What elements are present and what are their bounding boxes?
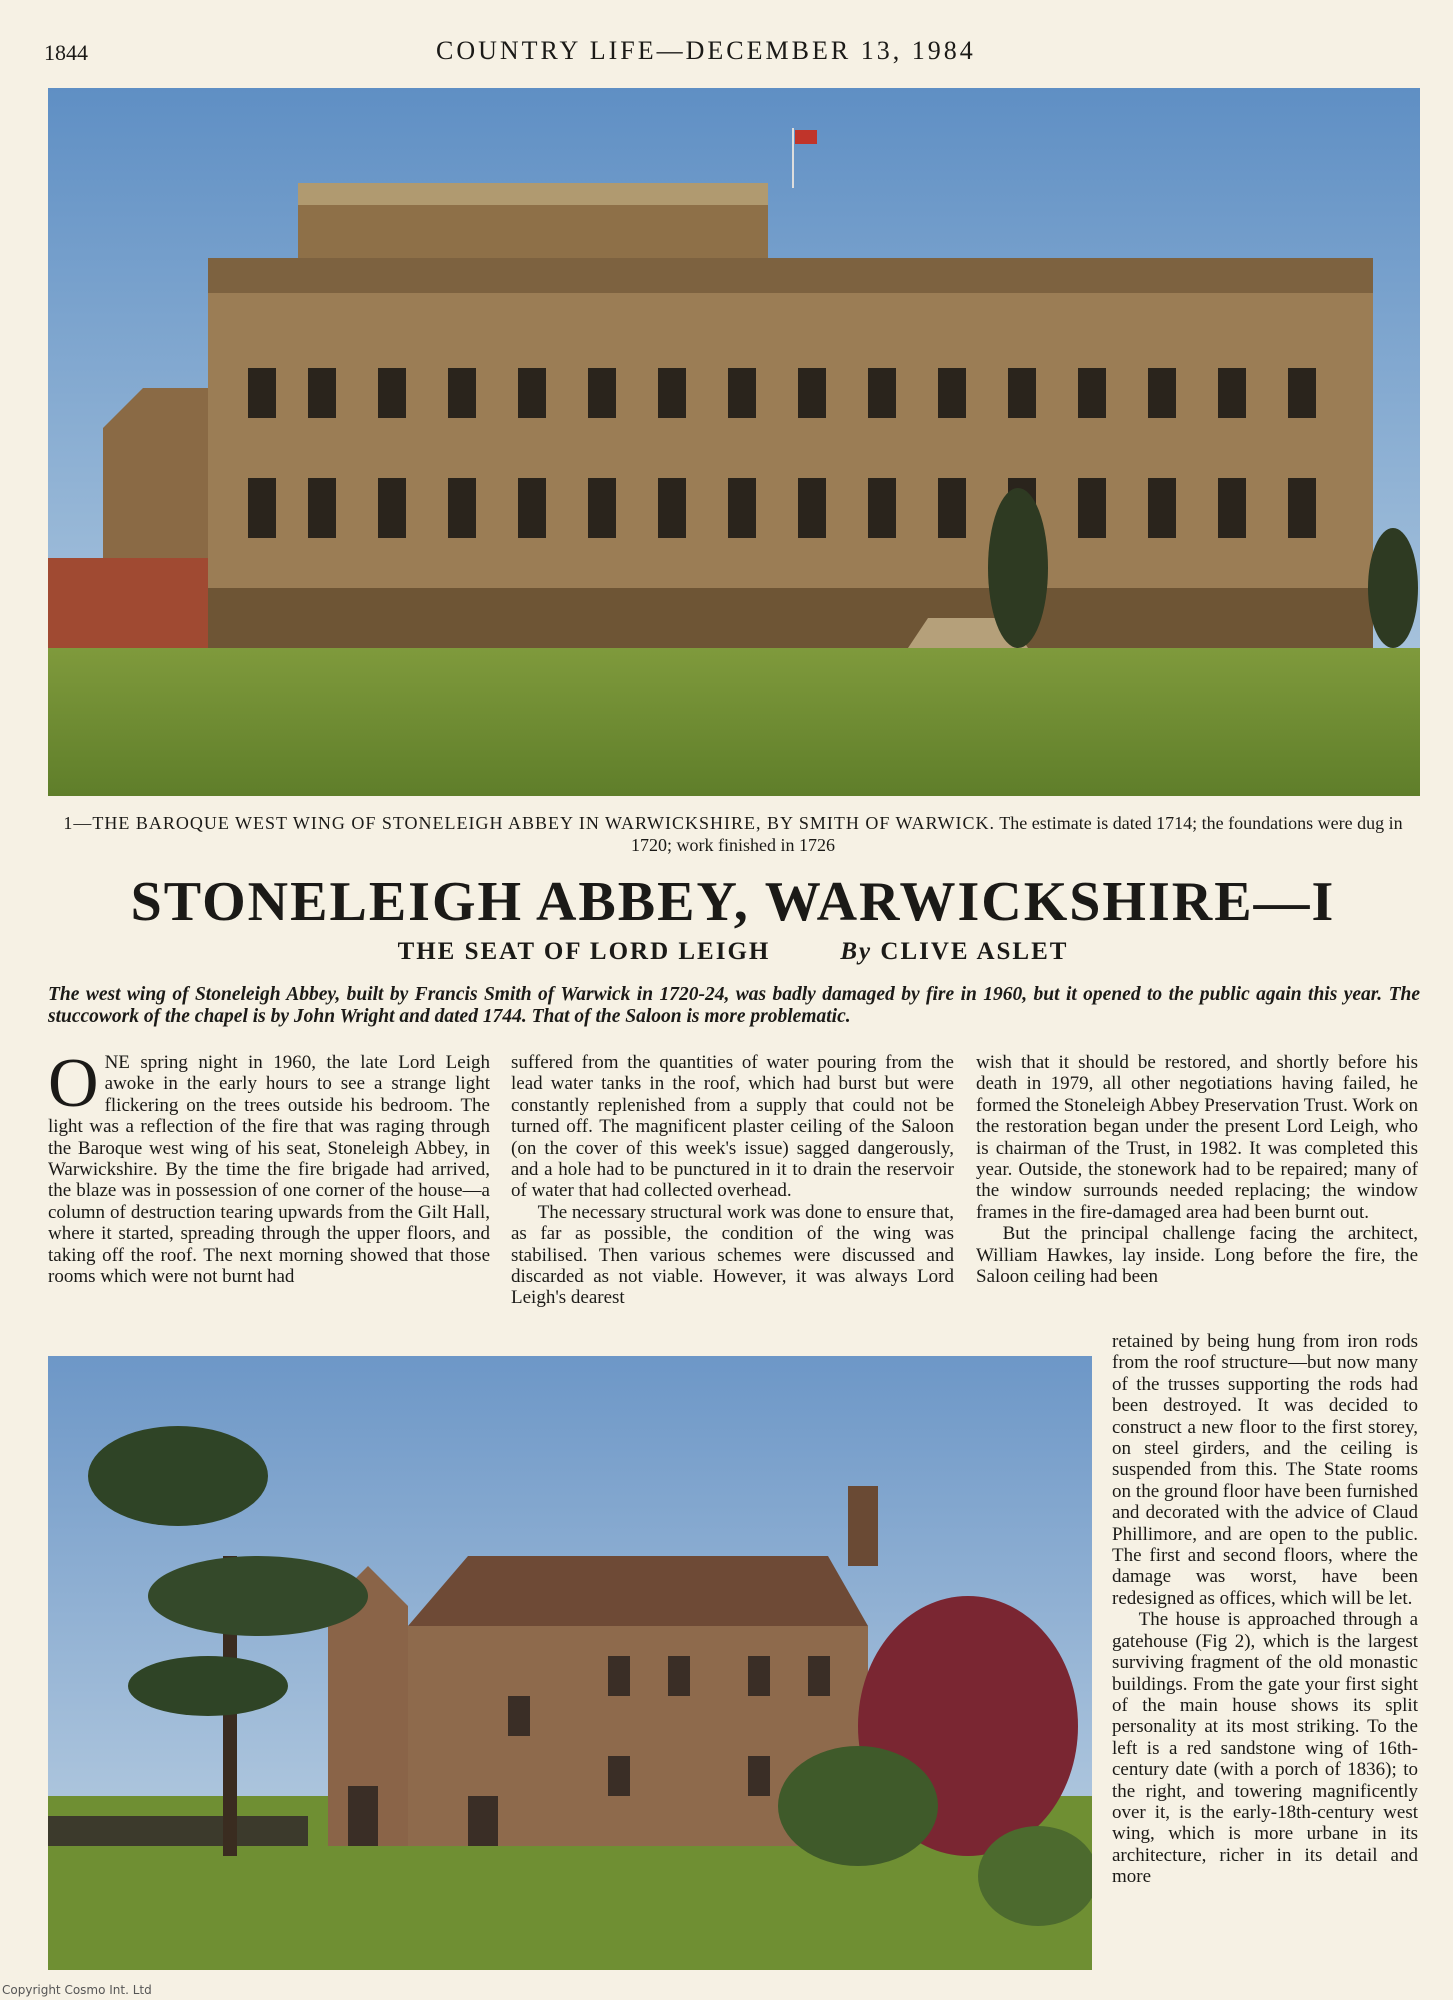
- west-wing-photo: [48, 88, 1420, 796]
- byline-by: By: [840, 938, 873, 965]
- article-title: STONELEIGH ABBEY, WARWICKSHIRE—I: [130, 871, 1336, 933]
- byline-author: CLIVE ASLET: [880, 938, 1069, 965]
- column-2: [511, 1052, 954, 1309]
- paragraph-1: NE spring night in 1960, the late Lord Leigh awoke in the early hours to see a strange light flickering on the trees outside his bedroom. The light was a reflection of the fire that was raging through the Baroque west wing of his seat, Stoneleigh Abbey, in Warwickshire. By the time the fire brigade had arrived, the blaze was in possession of one corner of the house—a column of destruction tearing upwards from the Gilt Hall, where it started, spreading through the upper floors, and taking off the roof. The next morning showed that those rooms which were not burnt had: [48, 1052, 490, 1288]
- column-3-upper: [976, 1052, 1418, 1287]
- subtitle-byline: [48, 938, 1418, 966]
- caption-rest: The estimate is dated 1714; the foundations were dug in 1720; work finished in 1726: [631, 813, 1403, 855]
- page-header: [44, 34, 1424, 70]
- paragraph-3-start: But the principal challenge facing the architect, William Hawkes, lay inside. Long before the fire, the Saloon ceiling had been: [976, 1223, 1418, 1288]
- masthead: COUNTRY LIFE—DECEMBER 13, 1984: [436, 36, 976, 65]
- copyright-notice: Copyright Cosmo Int. Ltd: [2, 1983, 152, 1997]
- figure-1-caption: [48, 812, 1418, 856]
- paragraph-2: The necessary structural work was done to ensure that, as far as possible, the condition of the wing was stabilised. Then various schemes were discussed and discarded as not viable. However, it was always Lord Leigh's dearest: [511, 1201, 954, 1309]
- column-1: [48, 1045, 490, 1288]
- article-subtitle: THE SEAT OF LORD LEIGH: [397, 938, 771, 965]
- drop-cap: O: [48, 1045, 99, 1122]
- gatehouse-photo: [48, 1356, 1092, 1970]
- standfirst: The west wing of Stoneleigh Abbey, built by Francis Smith of Warwick in 1720-24, was badly damaged by fire in 1960, but it opened to the public again this year. The stuccowork of the chapel is by John Wright and dated 1744. That of the Saloon is more problematic.: [48, 984, 1420, 1027]
- paragraph-4: The house is approached through a gatehouse (Fig 2), which is the largest surviving fragment of the old monastic buildings. From the gate your first sight of the main house shows its split personality at its most striking. To the left is a red sandstone wing of 16th-century date (with a porch of 1836); to the right, and towering magnificently over it, is the early-18th-century west wing, which is more urbane in its architecture, richer in its detail and more: [1112, 1609, 1418, 1888]
- paragraph-1-continued: suffered from the quantities of water pouring from the lead water tanks in the roof, which had burst but were constantly replenished from a supply that could not be turned off. The magnificent plaster ceiling of the Saloon (on the cover of this week's issue) sagged dangerously, and a hole had to be punctured in it to drain the reservoir of water that had collected overhead.: [511, 1052, 954, 1202]
- caption-lead: 1—THE BAROQUE WEST WING OF STONELEIGH ABBEY IN WARWICKSHIRE, BY SMITH OF WARWICK.: [63, 813, 996, 833]
- column-3-lower: [1112, 1331, 1418, 1888]
- paragraph-2-continued: wish that it should be restored, and shortly before his death in 1979, all other negotiations having failed, he formed the Stoneleigh Abbey Preservation Trust. Work on the restoration began under the present Lord Leigh, who is chairman of the Trust, in 1982. It was completed this year. Outside, the stonework had to be repaired; many of the window surrounds needed replacing; the window frames in the fire-damaged area had been burnt out.: [976, 1052, 1418, 1223]
- page-number: 1844: [44, 40, 88, 65]
- paragraph-3-continued: retained by being hung from iron rods from the roof structure—but now many of the trusses supporting the rods had been destroyed. It was decided to construct a new floor to the first storey, on steel girders, and the ceiling is suspended from this. The State rooms on the ground floor have been furnished and decorated with the advice of Claud Phillimore, and are open to the public. The first and second floors, where the damage was worst, have been redesigned as offices, which will be let.: [1112, 1331, 1418, 1609]
